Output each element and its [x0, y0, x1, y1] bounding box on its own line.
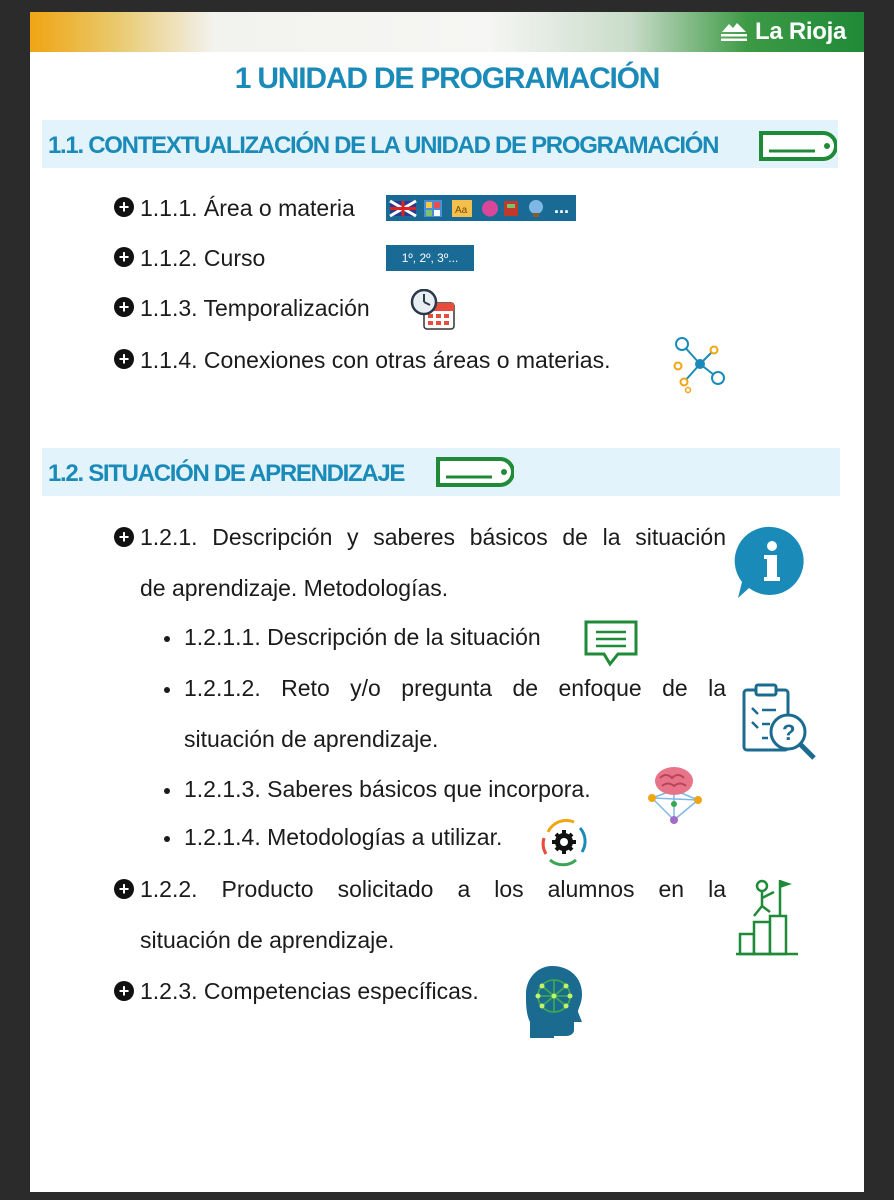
expand-icon[interactable]: +	[114, 879, 134, 899]
head-network-icon	[524, 964, 586, 1038]
brain-network-icon	[644, 764, 706, 826]
item-descripcion-line1: 1.2.1. Descripción y saberes básicos de la situación	[140, 524, 726, 550]
speech-bubble-icon	[582, 618, 640, 670]
expand-icon[interactable]: +	[114, 349, 134, 369]
bullet	[164, 788, 170, 794]
connections-network-icon	[670, 332, 728, 394]
expand-icon[interactable]: +	[114, 981, 134, 1001]
document-page	[30, 12, 864, 1192]
expand-icon[interactable]: +	[114, 197, 134, 217]
subject-icons-more: ...	[554, 197, 570, 217]
item-producto-line2: situación de aprendizaje.	[140, 927, 395, 953]
subitem-saberes-basicos: 1.2.1.3. Saberes básicos que incorpora.	[184, 776, 591, 802]
tag-label-icon	[434, 455, 514, 489]
expand-icon[interactable]: +	[114, 247, 134, 267]
item-curso: 1.1.2. Curso	[140, 245, 266, 271]
item-conexiones: 1.1.4. Conexiones con otras áreas o materias.	[140, 347, 611, 373]
subitem-metodologias: 1.2.1.4. Metodologías a utilizar.	[184, 824, 503, 850]
la-rioja-emblem-icon	[719, 20, 749, 44]
la-rioja-logo	[719, 18, 846, 46]
section-1-2-title: 1.2. SITUACIÓN DE APRENDIZAJE	[48, 460, 405, 487]
expand-icon[interactable]: +	[114, 297, 134, 317]
expand-icon[interactable]: +	[114, 527, 134, 547]
subitem-reto-line1: 1.2.1.2. Reto y/o pregunta de enfoque de la	[184, 675, 726, 701]
climbing-goal-icon	[734, 876, 802, 958]
clock-calendar-icon	[410, 289, 456, 331]
section-1-2-header	[42, 448, 840, 496]
subitem-reto-line2: situación de aprendizaje.	[184, 726, 439, 752]
section-1-1-title: 1.1. CONTEXTUALIZACIÓN DE LA UNIDAD DE PROGRAMACIÓN	[48, 132, 719, 159]
gear-cycle-icon	[538, 816, 590, 868]
info-bubble-icon	[734, 524, 808, 602]
bullet	[164, 636, 170, 642]
item-temporalizacion: 1.1.3. Temporalización	[140, 295, 370, 321]
bullet	[164, 836, 170, 842]
clipboard-question-icon	[738, 682, 822, 762]
section-1-1-header	[42, 120, 838, 168]
item-area-materia: 1.1.1. Área o materia	[140, 195, 355, 221]
tag-label-icon	[757, 129, 837, 163]
svg-text:?: ?	[782, 720, 796, 745]
svg-text:Aa: Aa	[455, 205, 468, 216]
header-banner	[30, 12, 864, 52]
item-descripcion-line2: de aprendizaje. Metodologías.	[140, 575, 449, 601]
item-competencias: 1.2.3. Competencias específicas.	[140, 978, 479, 1004]
bullet	[164, 687, 170, 693]
subject-icons-strip	[386, 195, 576, 221]
subject-icons	[386, 195, 556, 221]
curso-badge: 1º, 2º, 3º...	[386, 245, 474, 271]
subitem-descripcion-situacion: 1.2.1.1. Descripción de la situación	[184, 624, 541, 650]
logo-text: La Rioja	[755, 18, 846, 45]
page-title: 1 UNIDAD DE PROGRAMACIÓN	[234, 62, 660, 95]
item-producto-line1: 1.2.2. Producto solicitado a los alumnos en la	[140, 876, 726, 902]
